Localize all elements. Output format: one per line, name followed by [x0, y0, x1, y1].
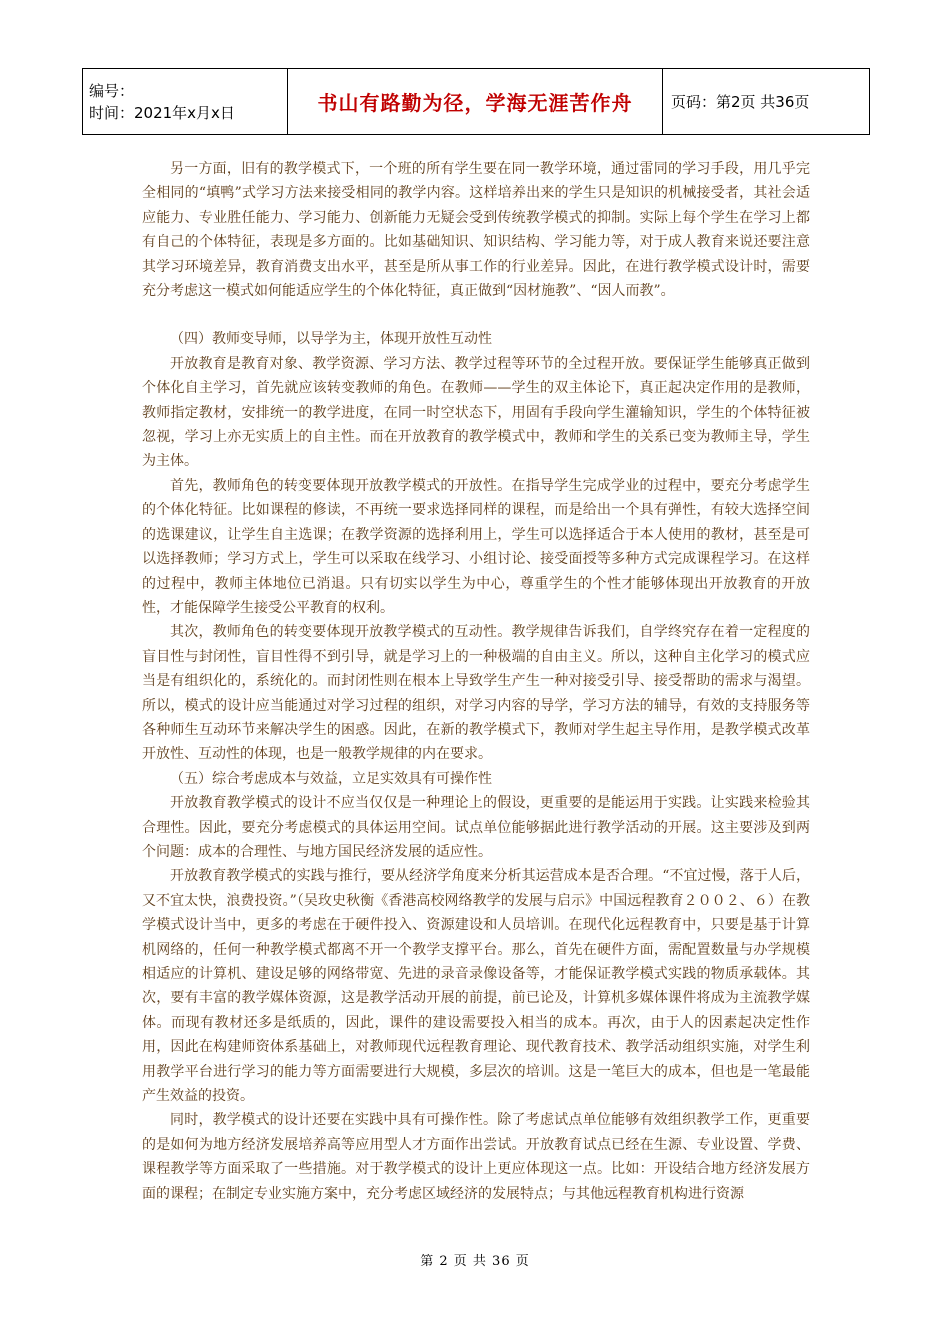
document-date-label: 时间：2021年x月x日 — [89, 103, 235, 122]
section-heading: （四）教师变导师，以导学为主，体现开放性互动性 — [170, 331, 492, 348]
paragraph: 开放教育教学模式的实践与推行，要从经济学角度来分析其运营成本是否合理。“不宜过慢，落于人后，又不宜太快，浪费投资。”（吴玫史秋衡《香港高校网络教学的发展与启示》中国远程教育２００２、６）在教学模式设计当中，更多的考虑在于硬件投入、资源建设和人员培训。在现代化远程教育中，只要是基于计算机网络的，任何一种教学模式都离不开一个教学支撑平台。那么，首先在硬件方面，需配置数量与办学规模相适应的计算机、建设足够的网络带宽、先进的录音录像设备等，才能保证教学模式实践的物质承载体。其次，要有丰富的教学媒体资源，这是教学活动开展的前提，前已论及，计算机多媒体课件将成为主流教学媒体。而现有教材还多是纸质的，因此，课件的建设需要投入相当的成本。再次，由于人的因素起决定性作用，因此在构建师资体系基础上，对教师现代远程教育理论、现代教育技术、教学活动组织实施，对学生利用教学平台进行学习的能力等方面需要进行大规模，多层次的培训。这是一笔巨大的成本，但也是一笔最能产生效益的投资。 — [142, 868, 810, 1105]
header-meta-cell — [83, 69, 288, 135]
page-footer: 第 2 页 共 36 页 — [420, 1254, 530, 1269]
paragraph: 其次，教师角色的转变要体现开放教学模式的互动性。教学规律告诉我们，自学终究存在着一定程度的盲目性与封闭性，盲目性得不到引导，就是学习上的一种极端的自由主义。所以，这种自主化学习的模式应当是有组织化的，系统化的。而封闭性则在根本上导致学生产生一种对接受引导、接受帮助的需求与渴望。所以，模式的设计应当能通过对学习过程的组织，对学习内容的导学，学习方法的辅导，有效的支持服务等各种师生互动环节来解决学生的困惑。因此，在新的教学模式下，教师对学生起主导作用，是教学模式改革开放性、互动性的体现，也是一般教学规律的内在要求。 — [142, 624, 810, 763]
paragraph-gap — [142, 303, 810, 327]
paragraph: 开放教育是教育对象、教学资源、学习方法、教学过程等环节的全过程开放。要保证学生能够真正做到个体化自主学习，首先就应该转变教师的角色。在教师——学生的双主体论下，真正起决定作用的是教师，教师指定教材，安排统一的教学进度，在同一时空状态下，用固有手段向学生灌输知识，学生的个体特征被忽视，学习上亦无实质上的自主性。而在开放教育的教学模式中，教师和学生的关系已变为教师主导，学生为主体。 — [142, 355, 810, 470]
paragraph: 开放教育教学模式的设计不应当仅仅是一种理论上的假设，更重要的是能运用于实践。让实践来检验其合理性。因此，要充分考虑模式的具体运用空间。试点单位能够据此进行教学活动的开展。这主要涉及到两个问题：成本的合理性、与地方国民经济发展的适应性。 — [142, 795, 810, 860]
paragraph: 首先，教师角色的转变要体现开放教学模式的开放性。在指导学生完成学业的过程中，要充分考虑学生的个体化特征。比如课程的修读，不再统一要求选择同样的课程，而是给出一个具有弹性，有较大选择空间的选课建议，让学生自主选课；在教学资源的选择利用上，学生可以选择适合于本人使用的教材，甚至是可以选择教师；学习方式上，学生可以采取在线学习、小组讨论、接受面授等多种方式完成课程学习。在这样的过程中，教师主体地位已消退。只有切实以学生为中心，尊重学生的个性才能够体现出开放教育的开放性，才能保障学生接受公平教育的权利。 — [142, 477, 810, 616]
document-number-label: 编号： — [89, 81, 135, 100]
section-heading: （五）综合考虑成本与效益，立足实效具有可操作性 — [170, 770, 492, 787]
header-motto: 书山有路勤为径，学海无涯苦作舟 — [288, 69, 663, 135]
paragraph: 同时，教学模式的设计还要在实践中具有可操作性。除了考虑试点单位能够有效组织教学工作，更重要的是如何为地方经济发展培养高等应用型人才方面作出尝试。开放教育试点已经在生源、专业设置、学费、课程教学等方面采取了一些措施。对于教学模式的设计上更应体现这一点。比如：开设结合地方经济发展方面的课程；在制定专业实施方案中，充分考虑区域经济的发展特点；与其他远程教育机构进行资源 — [142, 1112, 810, 1202]
paragraph: 另一方面，旧有的教学模式下，一个班的所有学生要在同一教学环境，通过雷同的学习手段，用几乎完全相同的“填鸭”式学习方法来接受相同的教学内容。这样培养出来的学生只是知识的机械接受者，其社会适应能力、专业胜任能力、学习能力、创新能力无疑会受到传统教学模式的抑制。实际上每个学生在学习上都有自己的个体特征，表现是多方面的。比如基础知识、知识结构、学习能力等，对于成人教育来说还要注意其学习环境差异，教育消费支出水平，甚至是所从事工作的行业差异。因此，在进行教学模式设计时，需要充分考虑这一模式如何能适应学生的个体化特征，真正做到“因材施教”、“因人而教”。 — [142, 161, 810, 300]
header-page-info: 页码：第2页 共36页 — [663, 69, 870, 135]
document-body — [142, 157, 810, 1206]
document-header — [82, 68, 870, 135]
